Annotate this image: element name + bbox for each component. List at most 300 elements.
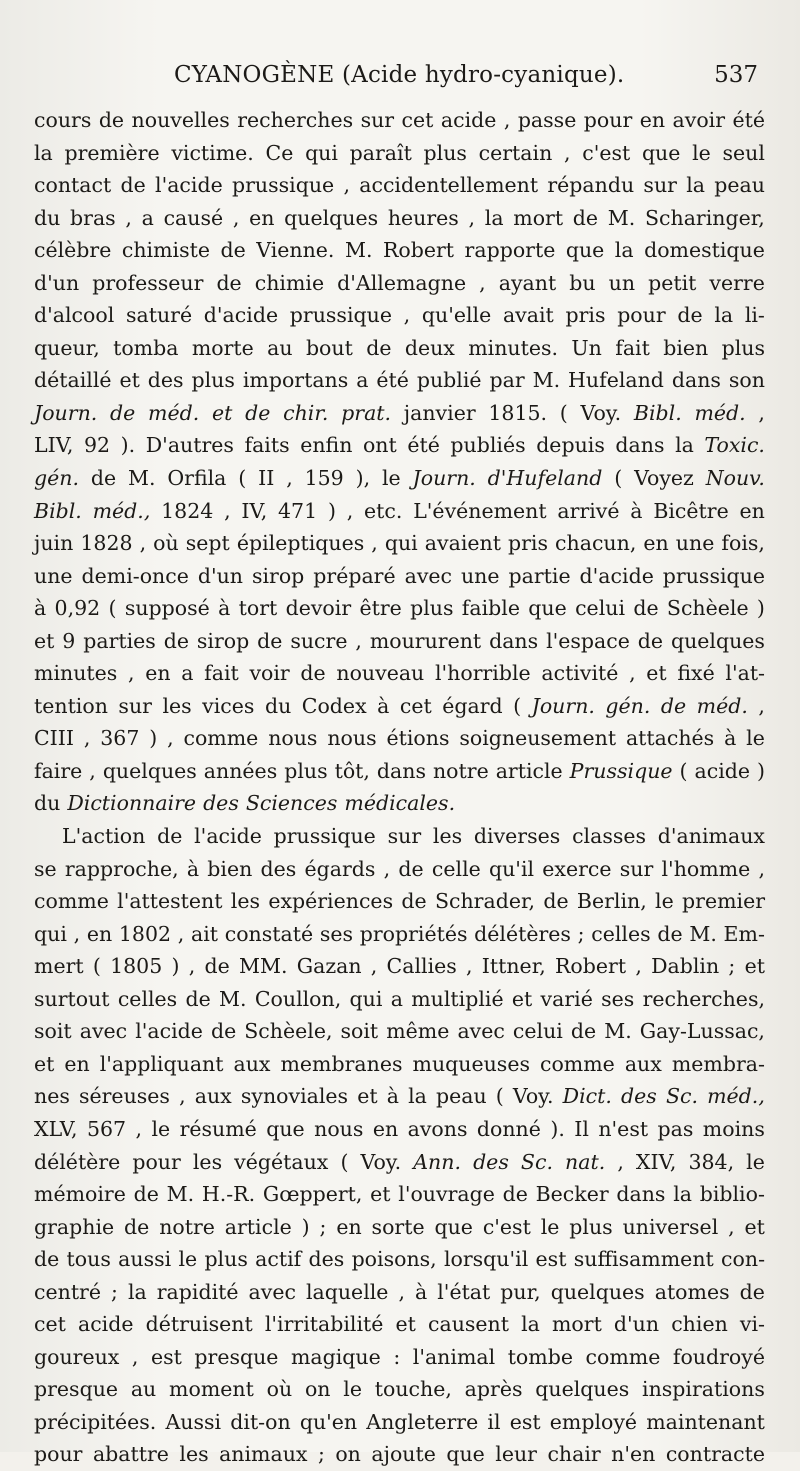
word: employé [549, 1409, 638, 1434]
word: donné [476, 1116, 541, 1141]
word: Em- [723, 921, 765, 946]
word: celles [117, 986, 178, 1011]
text-line [34, 1211, 765, 1244]
word: fixé [677, 661, 715, 686]
word: des [260, 856, 297, 881]
word: il [487, 1409, 501, 1434]
word: comme [183, 726, 259, 751]
word: tous [66, 1247, 111, 1272]
word: contracte [665, 1442, 765, 1467]
text-line [34, 1308, 765, 1341]
word: XLV, [34, 1116, 78, 1141]
word: sur [118, 693, 152, 718]
word: 567 [86, 1116, 127, 1141]
word: d'alcool [34, 303, 115, 328]
word: publiés [450, 433, 526, 458]
word: chimiste [121, 238, 210, 263]
word: , [343, 173, 350, 198]
word: , [758, 693, 765, 718]
word: l'acide [194, 824, 262, 849]
word: avec [404, 563, 453, 588]
word: animaux [219, 1442, 308, 1467]
word: à [630, 498, 643, 523]
word: constaté [224, 921, 314, 946]
word: le [746, 1149, 765, 1174]
word: , [286, 466, 293, 491]
word: Ann. [413, 1149, 461, 1174]
word: sur [387, 824, 422, 849]
word: d'animaux [657, 824, 765, 849]
word: la [673, 1182, 692, 1207]
text-line [34, 495, 765, 528]
word: qui [349, 986, 383, 1011]
word: égards [304, 856, 376, 881]
word: méd., [707, 1084, 765, 1109]
word: rapproche, [64, 856, 179, 881]
word: partie [508, 563, 571, 588]
word: plus [721, 335, 765, 360]
word: minutes [34, 661, 118, 686]
word: acide [440, 108, 497, 132]
word: varié [540, 986, 593, 1011]
word: des [147, 368, 184, 393]
text-line [34, 1438, 765, 1471]
word: de [245, 400, 271, 425]
word: centré [34, 1279, 101, 1304]
word: , [188, 954, 196, 979]
word: 367 [100, 726, 140, 751]
word: victime. [171, 140, 254, 165]
word: après [464, 1377, 523, 1402]
word: de [120, 173, 146, 198]
word: ( [340, 1149, 349, 1174]
word: , [383, 856, 391, 881]
word: à [186, 856, 200, 881]
word: le [655, 889, 674, 914]
word: mort [551, 1312, 602, 1337]
word: et [744, 1214, 765, 1239]
word: soit [340, 1019, 379, 1044]
word: l'état [437, 1279, 491, 1304]
word: n'en [611, 1442, 656, 1467]
word: ont [362, 433, 397, 458]
text-line [34, 1015, 765, 1048]
word: l'homme [661, 856, 751, 881]
word: Dictionnaire [67, 791, 197, 816]
word: multiplié [411, 986, 504, 1011]
word: Il [574, 1116, 589, 1141]
word: diverses [473, 824, 561, 849]
word: c'est [482, 1214, 531, 1239]
word: en [372, 1116, 399, 1141]
word: dans [489, 628, 539, 653]
word: Codex [301, 693, 367, 718]
word: , [635, 954, 642, 979]
word: de [637, 628, 664, 653]
word: 1815. [488, 400, 548, 425]
word: ( [92, 954, 101, 979]
word: parties [83, 628, 156, 653]
word: foudroyé [672, 1344, 765, 1369]
word: pris [565, 303, 606, 328]
word: par [489, 368, 525, 393]
word: et [370, 1182, 391, 1207]
word: et [119, 368, 140, 393]
word: , [73, 921, 81, 946]
word: le [343, 1377, 362, 1402]
word: bu [569, 270, 596, 295]
word: qu'il [488, 856, 535, 881]
word: atomes [654, 1279, 730, 1304]
word: sur [643, 173, 677, 198]
word: d'Allemagne [337, 270, 467, 295]
word: IV, [241, 498, 268, 523]
word: pour [132, 1149, 181, 1174]
word: Schèele [666, 596, 749, 621]
word: la [34, 140, 53, 165]
word: en [336, 1214, 362, 1239]
word: queur, [34, 335, 100, 360]
word: plus [410, 596, 454, 621]
word: Voyez [634, 466, 694, 491]
word: l'appliquant [99, 1051, 224, 1076]
word: en [739, 498, 765, 523]
word: presque [194, 1344, 279, 1369]
word: vices [202, 693, 255, 718]
text-line [34, 625, 765, 658]
word: qui [34, 921, 67, 946]
word: les [230, 889, 261, 914]
word: que [446, 1442, 485, 1467]
word: Journ. [531, 693, 595, 718]
word: , [403, 303, 411, 328]
word: une [34, 563, 73, 588]
word: soit [34, 1019, 72, 1044]
word: de [220, 238, 246, 263]
word: n'est [598, 1116, 649, 1141]
text-line [34, 983, 765, 1016]
word: ( [108, 596, 117, 621]
text-line [34, 1406, 765, 1439]
word: la [714, 303, 734, 328]
word: classes [572, 824, 647, 849]
word: , [758, 856, 765, 881]
word: abattre [92, 1442, 169, 1467]
word: 9 [62, 628, 76, 653]
word: ; [111, 1279, 118, 1304]
word: et [511, 986, 533, 1011]
word: avec [457, 1019, 505, 1044]
word: même [386, 1019, 450, 1044]
word: Angleterre [366, 1409, 479, 1434]
word: Robert [555, 954, 627, 979]
word: Sciences [245, 791, 338, 816]
word: la [686, 173, 705, 198]
word: ) [757, 758, 765, 783]
word: prussique [232, 173, 335, 198]
word: Ittner, [481, 954, 546, 979]
word: l'attestent [117, 889, 223, 914]
word: de [98, 108, 125, 132]
word: d'acide [203, 303, 279, 328]
word: été [376, 368, 409, 393]
word: Orfila [167, 466, 227, 491]
word: des [203, 791, 239, 816]
word: ( [679, 758, 688, 783]
word: presque [34, 1377, 119, 1402]
word: la [614, 238, 634, 263]
word: la [484, 205, 504, 230]
word: dans [376, 758, 426, 783]
word: Gazan [296, 954, 362, 979]
word: la [675, 433, 694, 458]
text-line [34, 234, 765, 267]
word: devoir [285, 596, 352, 621]
word: Berlin, [576, 889, 647, 914]
word: tention [34, 693, 108, 718]
text-line [34, 429, 765, 462]
word: Aussi [165, 1409, 222, 1434]
word: en [64, 1051, 90, 1076]
word: à [218, 596, 231, 621]
word: une [675, 531, 715, 556]
word: quelques [535, 1377, 630, 1402]
word: ) [756, 596, 765, 621]
word: , [83, 726, 91, 751]
word: pris [508, 531, 548, 556]
word: , [127, 661, 135, 686]
word: moins [702, 1116, 765, 1141]
word: que [266, 1116, 305, 1141]
word: peau [435, 1084, 487, 1109]
word: quelques [550, 1279, 645, 1304]
word: et [395, 1312, 416, 1337]
word: etc. [364, 498, 403, 523]
word: minutes. [468, 335, 559, 360]
text-line [34, 1146, 765, 1179]
word: végétaux [234, 1149, 329, 1174]
word: épileptiques [236, 531, 365, 556]
word: , [468, 205, 476, 230]
word: chacun, [555, 531, 637, 556]
word: M. [127, 466, 156, 491]
word: de [660, 693, 687, 718]
word: cours [34, 108, 92, 132]
word: avoir [672, 108, 726, 132]
word: juin [34, 531, 74, 556]
word: sirop [196, 628, 250, 653]
word: ( [513, 693, 522, 718]
word: des [621, 1084, 657, 1109]
word: M. [166, 1182, 195, 1207]
word: activité [541, 661, 619, 686]
word: de [677, 303, 703, 328]
word: une [460, 563, 500, 588]
word: surtout [34, 986, 110, 1011]
word: tort [238, 596, 278, 621]
text-line [34, 1243, 765, 1276]
word: de [366, 335, 392, 360]
word: est [509, 1409, 541, 1434]
word: poisons, [351, 1247, 437, 1272]
word: peau [714, 173, 765, 198]
word: ). [120, 433, 136, 458]
text-line [34, 202, 765, 235]
word: morte [191, 335, 254, 360]
word: au [267, 335, 293, 360]
word: sorte [371, 1214, 425, 1239]
word: laquelle [305, 1279, 389, 1304]
word: pas [657, 1116, 694, 1141]
word: prussique [662, 563, 765, 588]
text-line [34, 364, 765, 397]
word: M. [219, 986, 247, 1011]
word: moment [169, 1377, 254, 1402]
word: Voy. [580, 400, 622, 425]
word: le [540, 1214, 560, 1239]
word: sur [360, 108, 395, 132]
word: nouveau [336, 661, 425, 686]
word: quelques [284, 205, 379, 230]
word: de [204, 954, 230, 979]
word: ) [301, 1214, 310, 1239]
word: , [466, 954, 473, 979]
word: délétères [474, 921, 571, 946]
word: leur [495, 1442, 537, 1467]
word: nes [34, 1084, 70, 1109]
word: , [125, 205, 132, 230]
word: où [266, 1377, 293, 1402]
word: demi-once [81, 563, 189, 588]
word: la [408, 1084, 427, 1109]
word: méd. [696, 693, 748, 718]
word: ( [238, 466, 247, 491]
word: goureux [34, 1344, 120, 1369]
word: universel [622, 1214, 719, 1239]
word: que [565, 238, 605, 263]
word: , [232, 205, 240, 230]
word: 1805 [110, 954, 163, 979]
word: Schrader, [434, 889, 536, 914]
text-line [34, 950, 765, 983]
word: de [210, 1019, 237, 1044]
word: Vienne. [256, 238, 335, 263]
word: en [86, 921, 113, 946]
word: prussique [273, 824, 376, 849]
word: ) [327, 498, 336, 523]
word: propriétés [359, 921, 468, 946]
text-line [34, 1373, 765, 1406]
text-line [34, 787, 765, 820]
word: ajoute [371, 1442, 436, 1467]
word: suffisamment [573, 1247, 714, 1272]
word: l'irritabilité [264, 1312, 384, 1337]
text-line [34, 690, 765, 723]
word: attachés [625, 726, 715, 751]
word: sur [619, 856, 654, 881]
word: seul [722, 140, 765, 165]
running-head: CYANOGÈNE (Acide hydro-cyanique). [174, 62, 625, 88]
word: été [407, 433, 440, 458]
word: Coullon, [254, 986, 342, 1011]
word: bout [305, 335, 353, 360]
word: que [641, 140, 681, 165]
word: faire [34, 758, 83, 783]
word: de [216, 270, 242, 295]
word: et [211, 400, 233, 425]
word: vi- [739, 1312, 765, 1337]
word: aux [624, 1051, 662, 1076]
text-line [34, 462, 765, 495]
word: ; [728, 954, 736, 979]
word: M. [532, 368, 561, 393]
text-line [34, 527, 765, 560]
word: , [139, 531, 147, 556]
word: Gay-Lussac, [639, 1019, 765, 1044]
word: célèbre [34, 238, 112, 263]
text-line [34, 1048, 765, 1081]
word: à [724, 726, 737, 751]
word: graphie [34, 1214, 115, 1239]
word: Hufeland [568, 368, 664, 393]
word: 92 [84, 433, 111, 458]
word: qu'en [299, 1409, 358, 1434]
word: , [346, 498, 354, 523]
text-line [34, 918, 765, 951]
word: , [371, 531, 378, 556]
word: séreuses [78, 1084, 170, 1109]
word: comme [34, 889, 109, 914]
word: détaillé [34, 368, 112, 393]
word: faits [244, 433, 290, 458]
word: première [64, 140, 160, 165]
word: est [535, 1247, 567, 1272]
word: Sc. [665, 1084, 698, 1109]
word: mert [34, 954, 84, 979]
word: acide [77, 1312, 134, 1337]
word: des [308, 1247, 345, 1272]
word: professeur [92, 270, 204, 295]
word: M. [689, 921, 717, 946]
word: heures [387, 205, 459, 230]
word: publié [416, 368, 482, 393]
word: plus [204, 1247, 248, 1272]
word: , [177, 921, 185, 946]
word: nous [314, 1116, 364, 1141]
word: inspirations [642, 1377, 765, 1402]
word: bras [70, 205, 116, 230]
word: muqueuses [412, 1051, 530, 1076]
word: dans [615, 433, 665, 458]
word: se [34, 856, 57, 881]
word: de [90, 466, 117, 491]
word: ( [614, 466, 623, 491]
word: cet [399, 693, 432, 718]
word: ; [319, 1214, 327, 1239]
word: de [570, 1019, 597, 1044]
word: nous [327, 726, 377, 751]
word: son [728, 368, 765, 393]
word: l'acide [135, 1019, 203, 1044]
word: M. [604, 1019, 632, 1044]
word: de [543, 889, 569, 914]
word: 384, [688, 1149, 735, 1174]
word: L'événement [413, 498, 547, 523]
word: XIV, [635, 1149, 677, 1174]
word: préparé [313, 563, 396, 588]
word: gén. [605, 693, 651, 718]
word: fois, [721, 531, 765, 556]
